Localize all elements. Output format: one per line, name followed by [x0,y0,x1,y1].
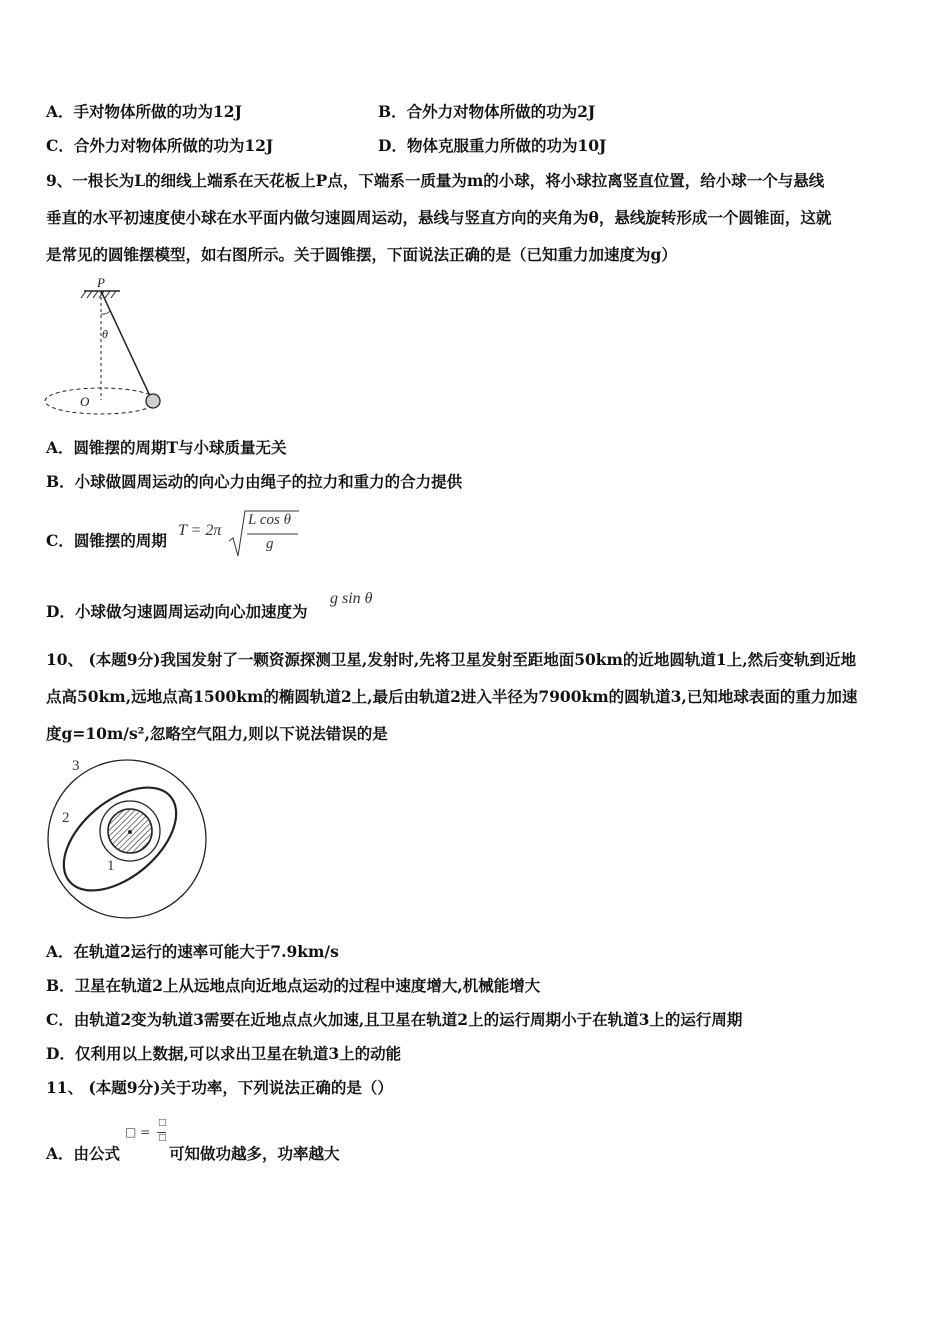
q10-stem-line1: 10、 (本题9分)我国发射了一颗资源探测卫星,发射时,先将卫星发射至距地面50km的近地圆轨道1上,然后变轨到近地 [46,650,857,669]
label-o: O [80,394,90,409]
conical-pendulum-figure [40,274,170,420]
label-orbit-3: 3 [72,758,80,774]
q9-option-a: A．圆锥摆的周期T与小球质量无关 [46,438,287,457]
q10-option-c: C．由轨道2变为轨道3需要在近地点点火加速,且卫星在轨道2上的运行周期小于在轨道3上的运行周期 [46,1010,743,1029]
q11-option-a-text: 可知做功越多，功率越大 [169,1144,340,1163]
q9-option-c: C．圆锥摆的周期 [46,531,167,550]
label-theta: θ [102,327,108,341]
q10-stem-line3: 度g=10m/s²,忽略空气阻力,则以下说法错误的是 [46,724,388,743]
q8-option-c: C．合外力对物体所做的功为12J [46,136,274,155]
q11-stem: 11、 (本题9分)关于功率，下列说法正确的是（） [46,1078,393,1097]
q8-option-d: D．物体克服重力所做的功为10J [378,136,607,155]
q9-option-d: D．小球做匀速圆周运动向心加速度为 [46,602,308,621]
q9-option-b: B．小球做圆周运动的向心力由绳子的拉力和重力的合力提供 [46,472,463,491]
q9-stem-line1: 9、一根长为L的细线上端系在天花板上P点，下端系一质量为m的小球，将小球拉离竖直位置，给小球一个与悬线 [46,171,825,190]
q10-option-d: D．仅利用以上数据,可以求出卫星在轨道3上的动能 [46,1044,402,1063]
q11-option-a-formula: □ = □ □ [125,1118,167,1143]
q8-option-b: B．合外力对物体所做的功为2J [378,102,596,121]
q10-option-a: A．在轨道2运行的速率可能大于7.9km/s [46,942,339,961]
q8-option-a: A．手对物体所做的功为12J [46,102,242,121]
q11-option-a-prefix: A．由公式 [46,1144,121,1163]
q10-option-b: B．卫星在轨道2上从远地点向近地点运动的过程中速度增大,机械能增大 [46,976,541,995]
label-orbit-1: 1 [107,858,115,874]
satellite-orbits-figure [40,752,215,922]
q9-stem-line2: 垂直的水平初速度使小球在水平面内做匀速圆周运动，悬线与竖直方向的夹角为θ，悬线旋转形成一个圆锥面，这就 [46,208,832,227]
label-orbit-2: 2 [62,810,70,826]
q10-stem-line2: 点高50km,远地点高1500km的椭圆轨道2上,最后由轨道2进入半径为7900km的圆轨道3,已知地球表面的重力加速 [46,687,858,706]
q9-option-c-formula: T = 2π L cos θ g [178,507,308,561]
label-p: P [97,275,105,290]
q9-stem-line3: 是常见的圆锥摆模型，如右图所示。关于圆锥摆，下面说法正确的是（已知重力加速度为g） [46,245,677,264]
q9-option-d-formula: g sin θ [330,590,373,607]
